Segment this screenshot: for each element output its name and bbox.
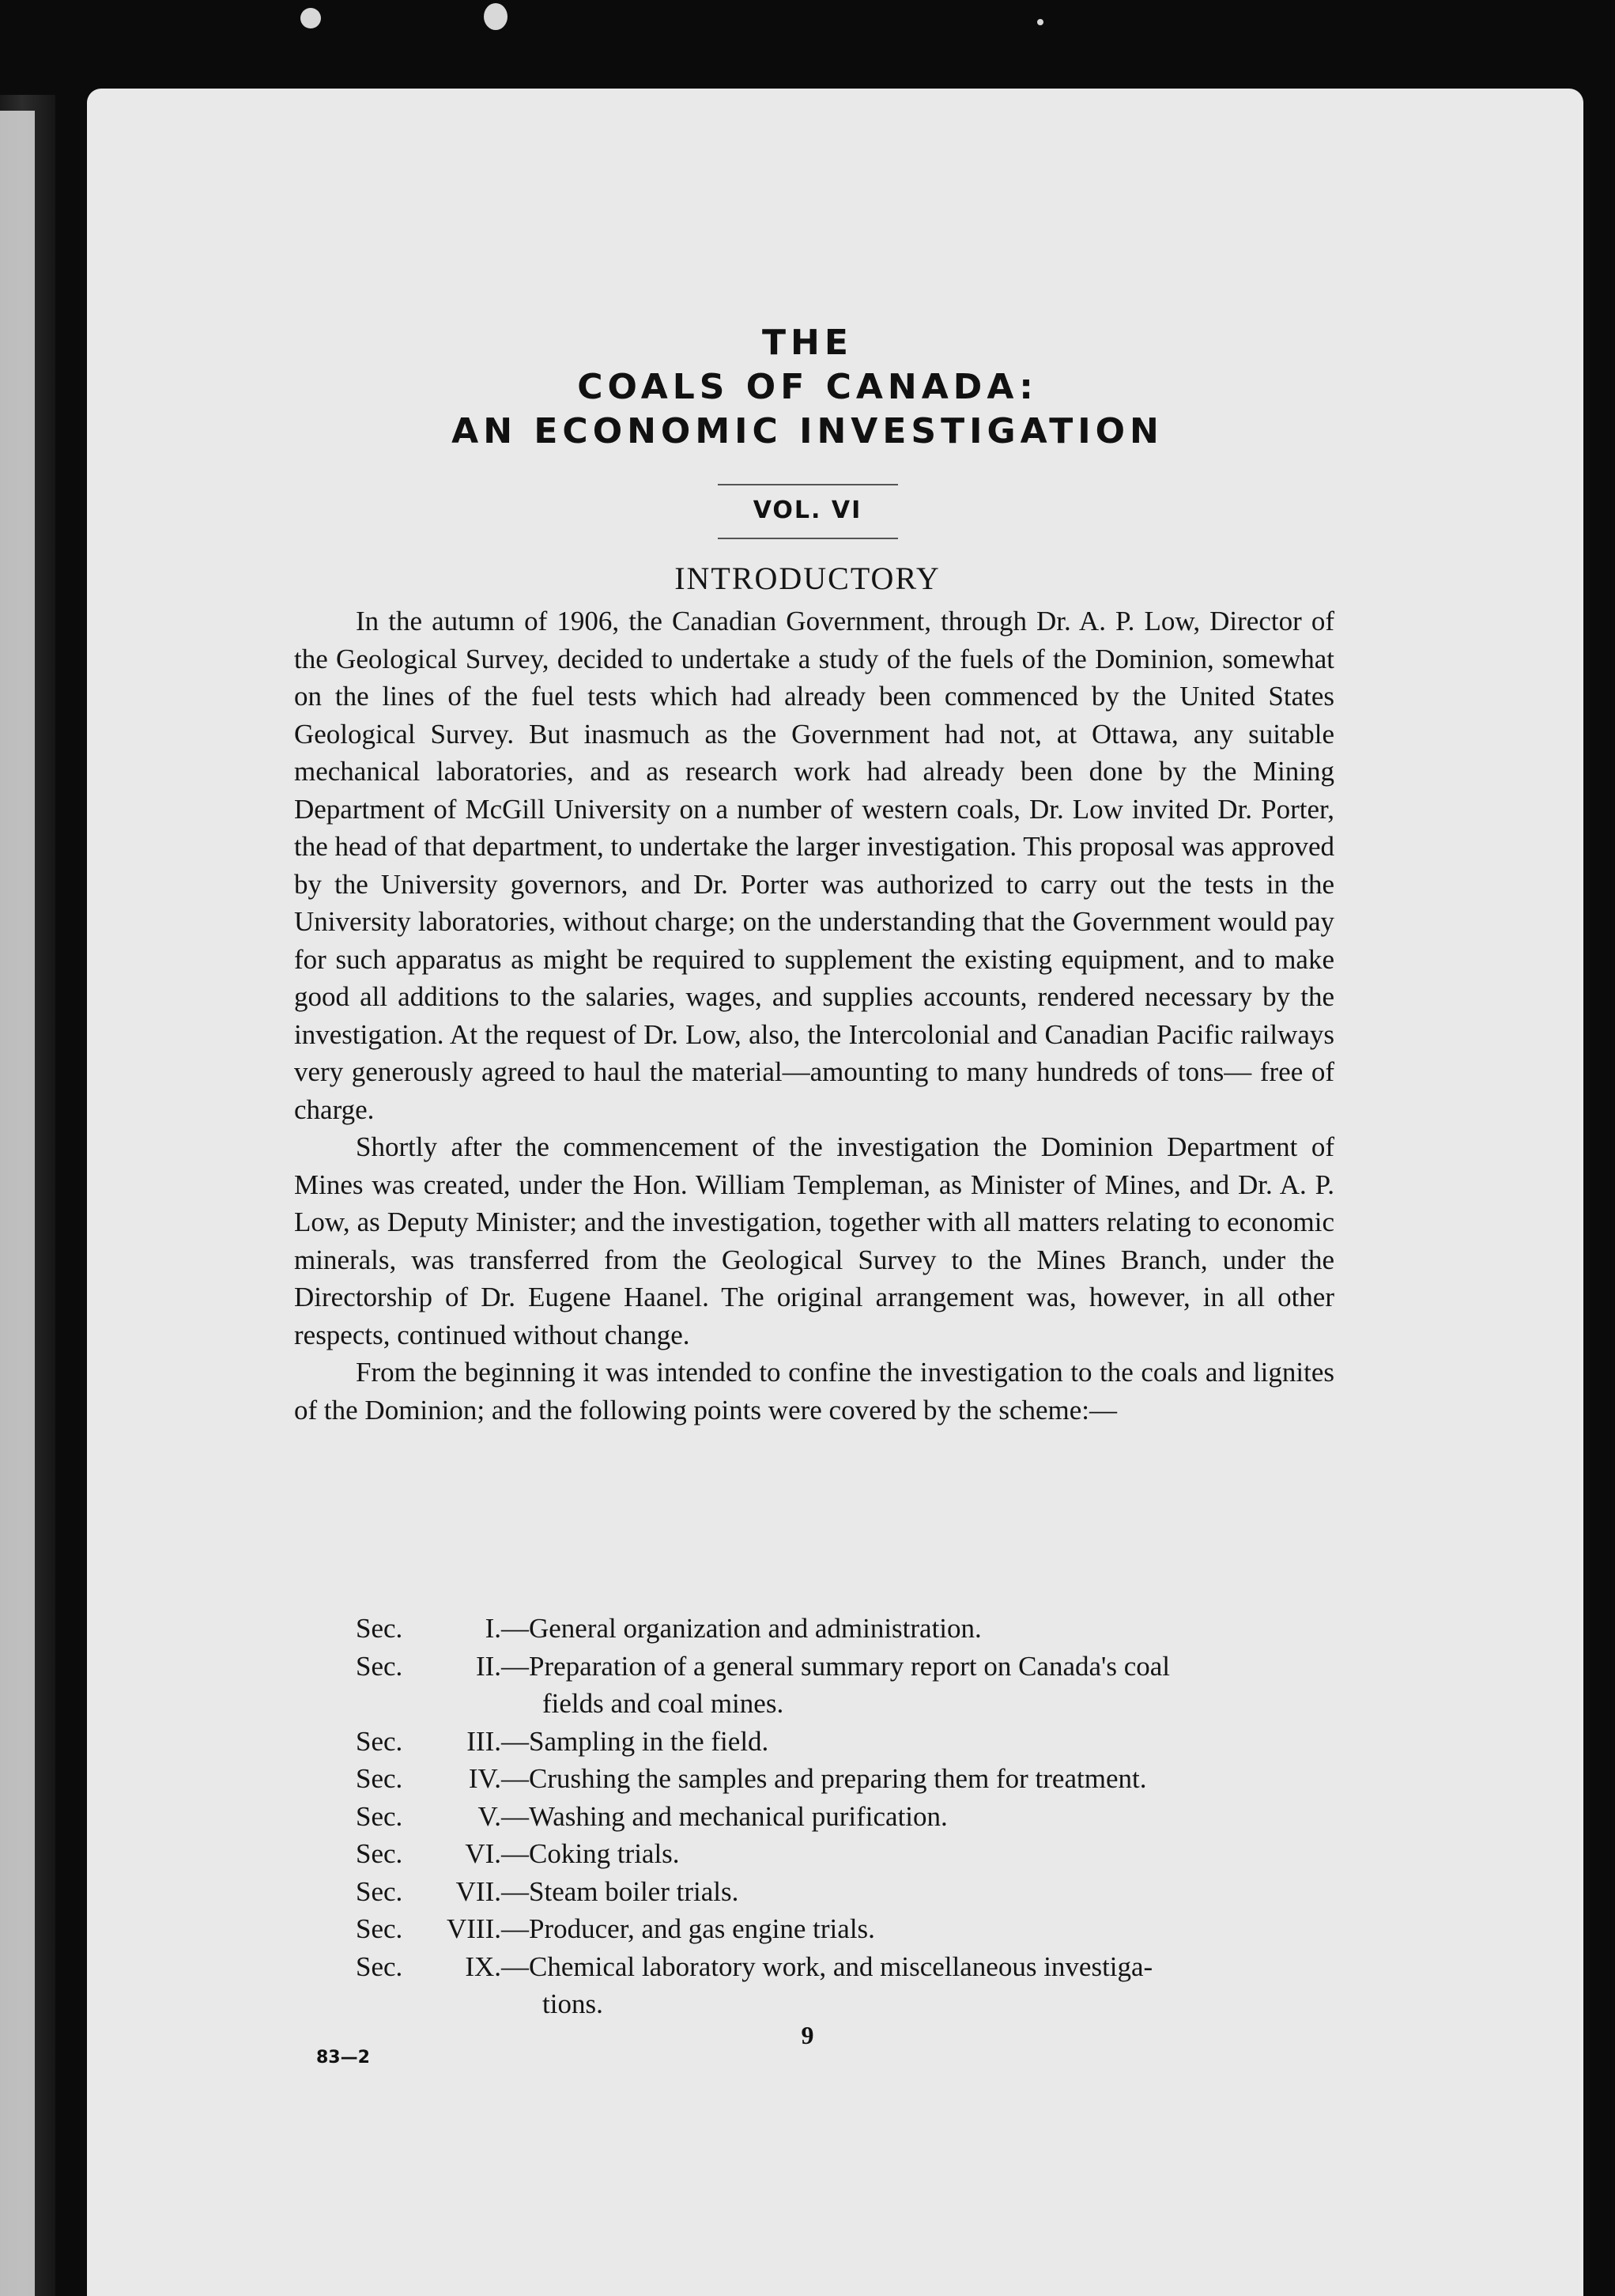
list-item (294, 1760, 1334, 1798)
paragraph-2: Shortly after the commencement of the investigation the Dominion Department of Mines was created, under the Hon. William Templeman, as Minister of Mines, and Dr. A. P. Low, as Deputy Minister; and the investigation, together with all matters relating to economic minerals, was transferred from the Geological Survey to the Mines Branch, under the Directorship of Dr. Eugene Haanel. The original arrangement was, however, in all other respects, continued without change. (294, 1131, 1334, 1350)
sec-text: —Steam boiler trials. (501, 1875, 739, 1907)
rule-bottom (718, 538, 898, 539)
sec-number: VIII. (447, 1913, 501, 1944)
list-item (294, 1873, 1334, 1911)
sec-label: Sec. (356, 1650, 403, 1682)
section-heading: INTRODUCTORY (674, 561, 941, 596)
list-item (294, 1835, 1334, 1873)
sec-text-continuation: tions. (542, 1988, 603, 2019)
printer-signature: 83—2 (316, 2048, 370, 2068)
scan-specks (0, 0, 1615, 87)
sec-label: Sec. (356, 1763, 403, 1794)
title-line-3: AN ECONOMIC INVESTIGATION (451, 411, 1164, 451)
title-line-2: COALS OF CANADA: (577, 367, 1038, 407)
list-item (294, 1610, 1334, 1648)
sec-text: —Producer, and gas engine trials. (501, 1913, 875, 1944)
volume-label: VOL. VI (753, 497, 862, 524)
sec-label: Sec. (356, 1838, 403, 1869)
sec-label: Sec. (356, 1950, 403, 1982)
sections-list (294, 1610, 1334, 2023)
title-block (0, 321, 1615, 454)
list-item (294, 1648, 1334, 1723)
sec-label: Sec. (356, 1913, 403, 1944)
sec-text: —Washing and mechanical purification. (501, 1800, 948, 1832)
list-item (294, 1798, 1334, 1836)
sec-text-wrap (501, 1948, 1334, 2023)
sec-text: —Chemical laboratory work, and miscellaneous investiga- (501, 1950, 1153, 1982)
paragraph-3: From the beginning it was intended to confine the investigation to the coals and lignites of the Dominion; and the following points were covered by the scheme:— (294, 1357, 1334, 1426)
sec-text: —General organization and administration. (501, 1613, 982, 1644)
sec-text-continuation: fields and coal mines. (542, 1688, 784, 1719)
list-item (294, 1948, 1334, 2023)
sec-number: VI. (465, 1838, 501, 1869)
sec-text: —Coking trials. (501, 1838, 680, 1869)
list-item (294, 1910, 1334, 1948)
rule-top (718, 484, 898, 485)
sec-number: I. (485, 1613, 501, 1644)
title-line-1: THE (762, 323, 853, 363)
sec-label: Sec. (356, 1725, 403, 1757)
sec-text-wrap (501, 1648, 1334, 1723)
body-text (294, 602, 1334, 1429)
sec-number: V. (477, 1800, 501, 1832)
sec-text: —Preparation of a general summary report on Canada's coal (501, 1650, 1170, 1682)
page-number: 9 (801, 2021, 814, 2049)
sec-text: —Sampling in the field. (501, 1725, 769, 1757)
sec-number: IV. (468, 1763, 501, 1794)
list-item (294, 1723, 1334, 1761)
sec-number: IX. (465, 1950, 501, 1982)
paragraph-1: In the autumn of 1906, the Canadian Government, through Dr. A. P. Low, Director of the Geological Survey, decided to undertake a study of the fuels of the Dominion, somewhat on the lines of the fuel tests which had already been commenced by the United States Geological Survey. But inasmuch as the Government had not, at Ottawa, any suitable mechanical laboratories, and as research work had already been done by the Mining Department of McGill University on a number of western coals, Dr. Low invited Dr. Porter, the head of that department, to undertake the larger investigation. This proposal was approved by the University governors, and Dr. Porter was authorized to carry out the tests in the University laboratories, without charge; on the understanding that the Government would pay for such apparatus as might be required to supplement the existing equipment, and to make good all additions to the salaries, wages, and supplies accounts, rendered necessary by the investigation. At the request of Dr. Low, also, the Intercolonial and Canadian Pacific railways very generously agreed to haul the material—amounting to many hundreds of tons— free of charge. (294, 606, 1334, 1125)
sec-number: III. (466, 1725, 501, 1757)
sec-number: VII. (455, 1875, 501, 1907)
sec-label: Sec. (356, 1613, 403, 1644)
sec-number: II. (475, 1650, 501, 1682)
sec-label: Sec. (356, 1875, 403, 1907)
sec-label: Sec. (356, 1800, 403, 1832)
sec-text: —Crushing the samples and preparing them for treatment. (501, 1763, 1147, 1794)
